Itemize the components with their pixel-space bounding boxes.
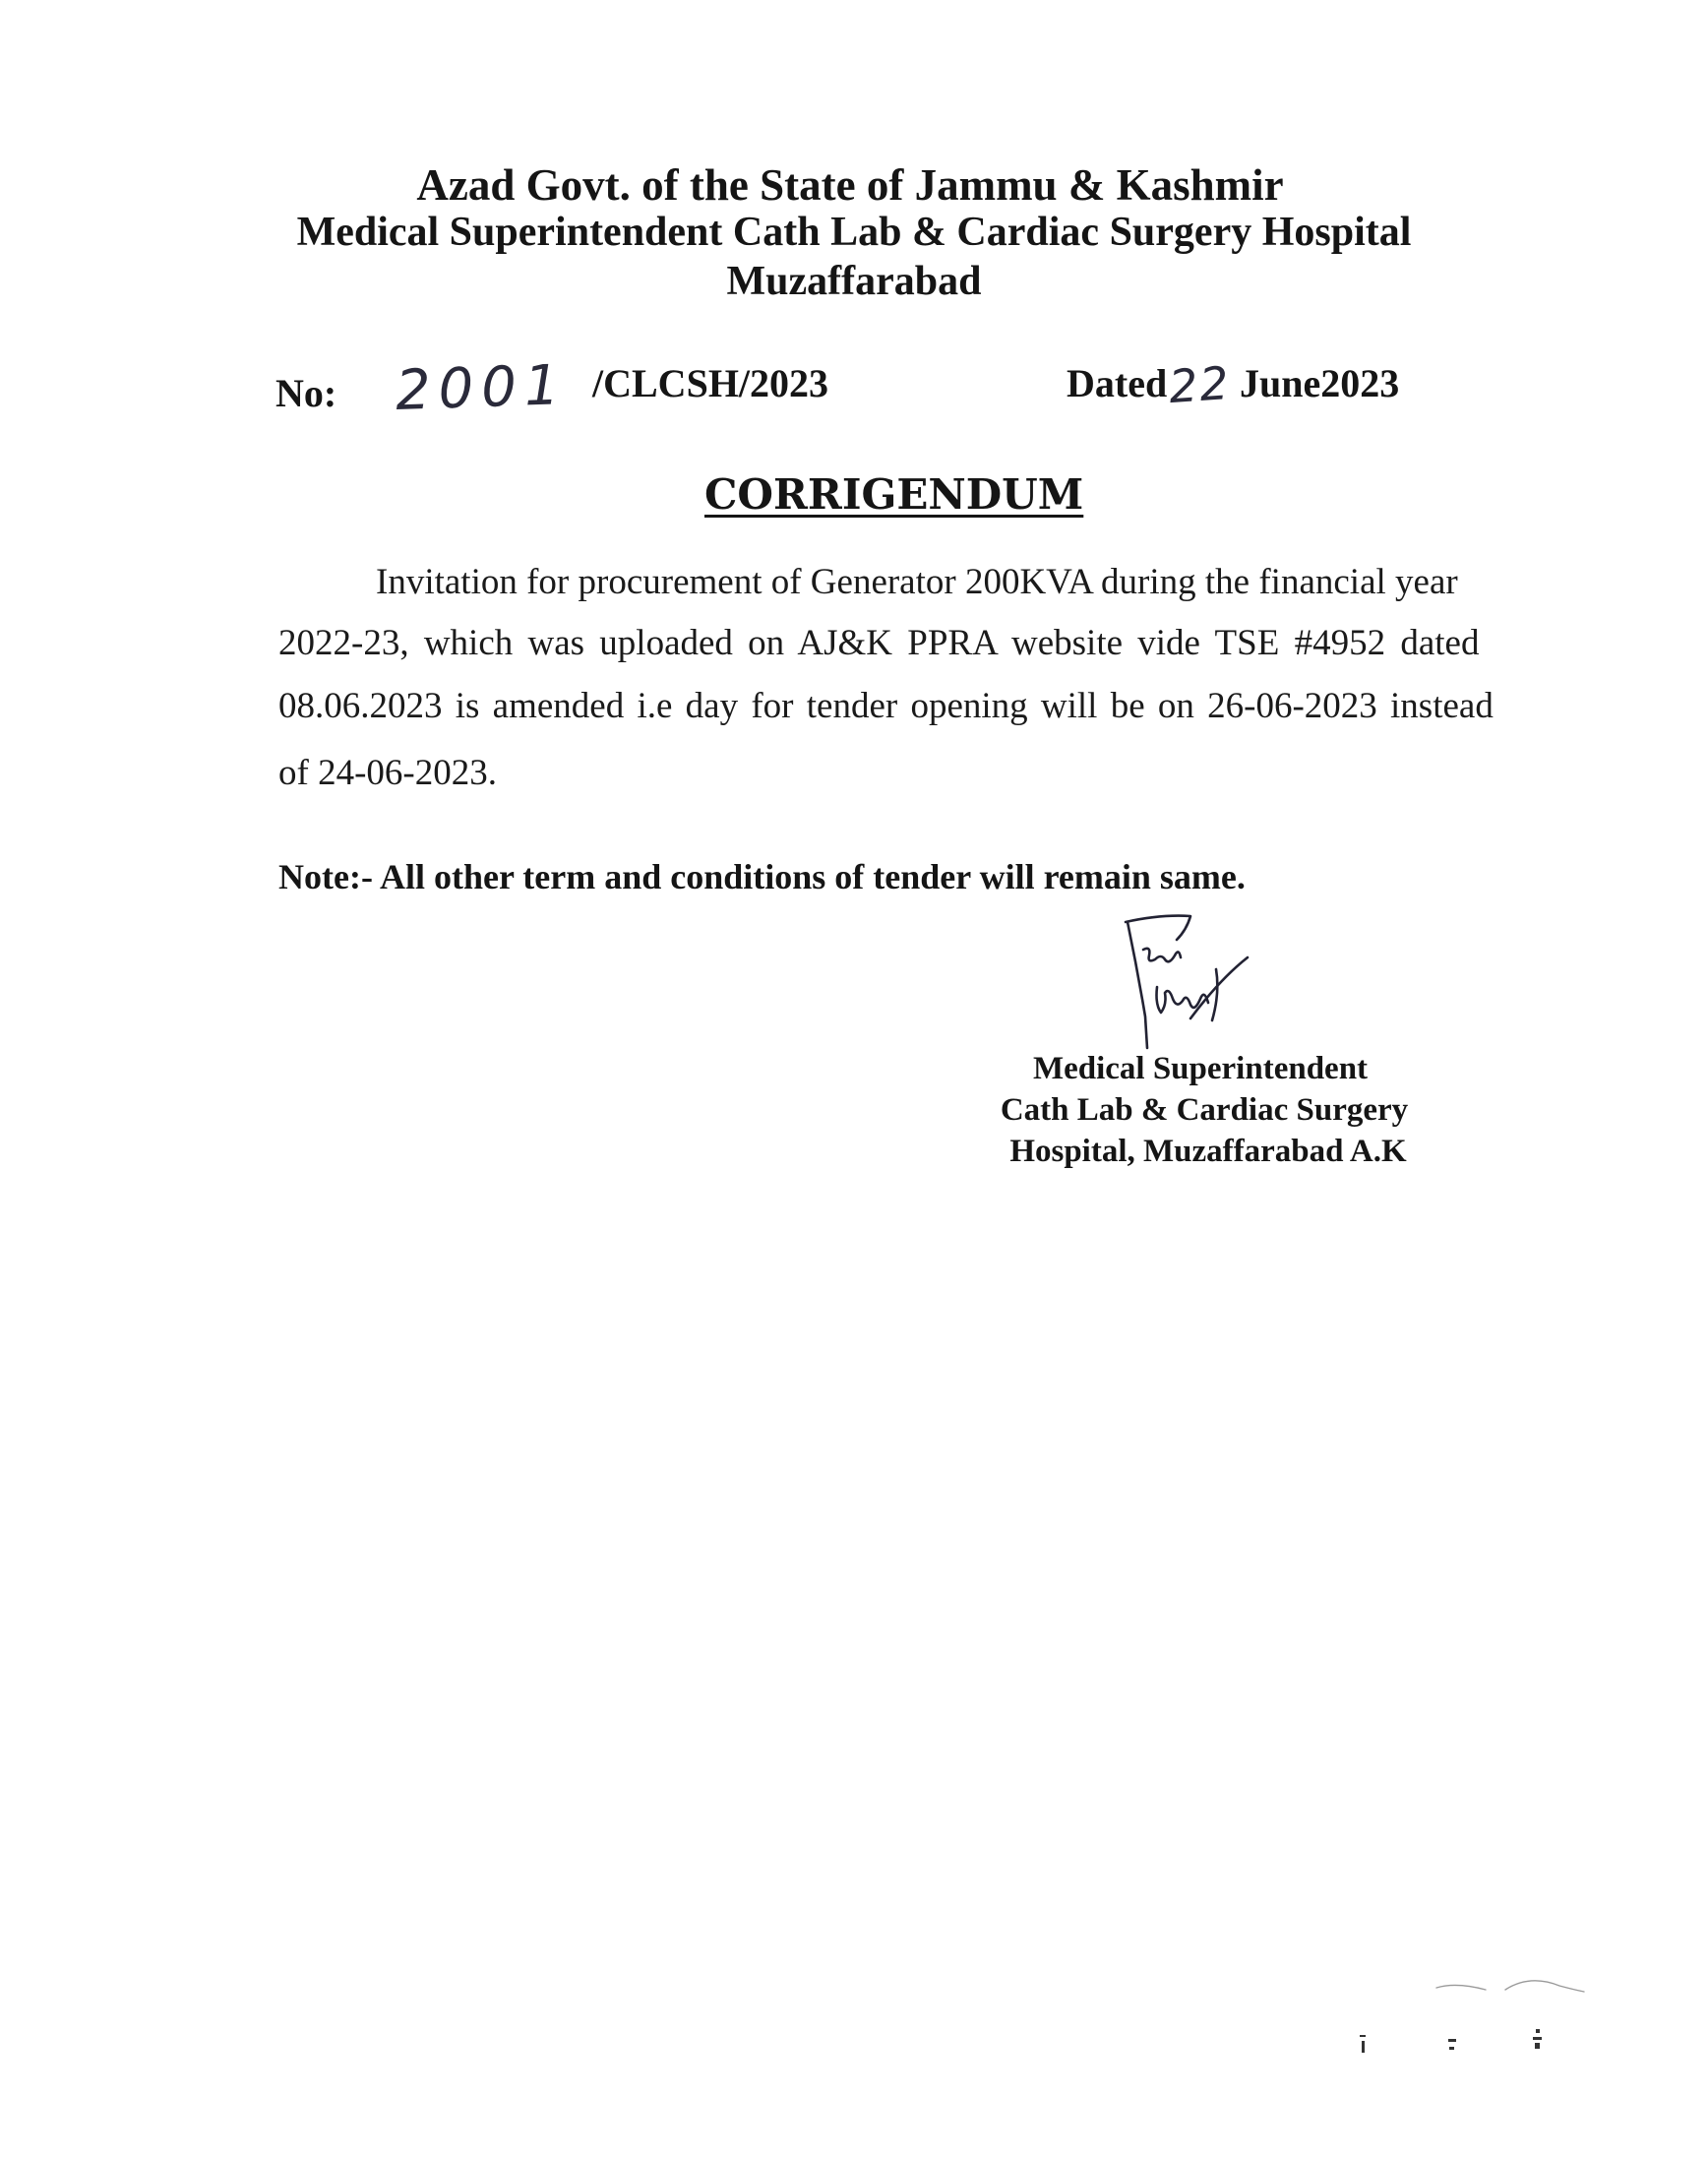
document-title: CORRIGENDUM — [704, 470, 1084, 519]
signatory-title: Medical Superintendent — [1032, 1051, 1369, 1086]
faint-stamp-marks — [1348, 1968, 1604, 2076]
reference-number-label: No: — [275, 371, 337, 415]
header-office-name: Medical Superintendent Cath Lab & Cardiac Surgery Hospital — [296, 210, 1412, 255]
body-line-4: of 24-06-2023. — [278, 753, 497, 793]
note-text: Note:- All other term and conditions of tender will remain same. — [278, 857, 1246, 896]
header-government-name: Azad Govt. of the State of Jammu & Kashmir — [416, 160, 1284, 210]
body-line-2: 2022-23, which was uploaded on AJ&K PPRA website vide TSE #4952 dated — [278, 623, 1480, 663]
date-month-year: June2023 — [1240, 361, 1400, 405]
handwritten-reference-number: 2001 — [394, 352, 569, 424]
signatory-location: Hospital, Muzaffarabad A.K — [1009, 1134, 1407, 1169]
body-line-1: Invitation for procurement of Generator 200KVA during the financial year — [376, 562, 1458, 602]
signatory-department: Cath Lab & Cardiac Surgery — [1000, 1092, 1409, 1128]
dated-label: Dated — [1067, 361, 1168, 405]
reference-code: /CLCSH/2023 — [592, 361, 829, 405]
handwritten-date-day: 22 — [1167, 355, 1233, 414]
header-city: Muzaffarabad — [726, 259, 982, 304]
handwritten-signature — [1122, 910, 1279, 1058]
body-line-3: 08.06.2023 is amended i.e day for tender opening will be on 26-06-2023 instead — [278, 686, 1494, 726]
